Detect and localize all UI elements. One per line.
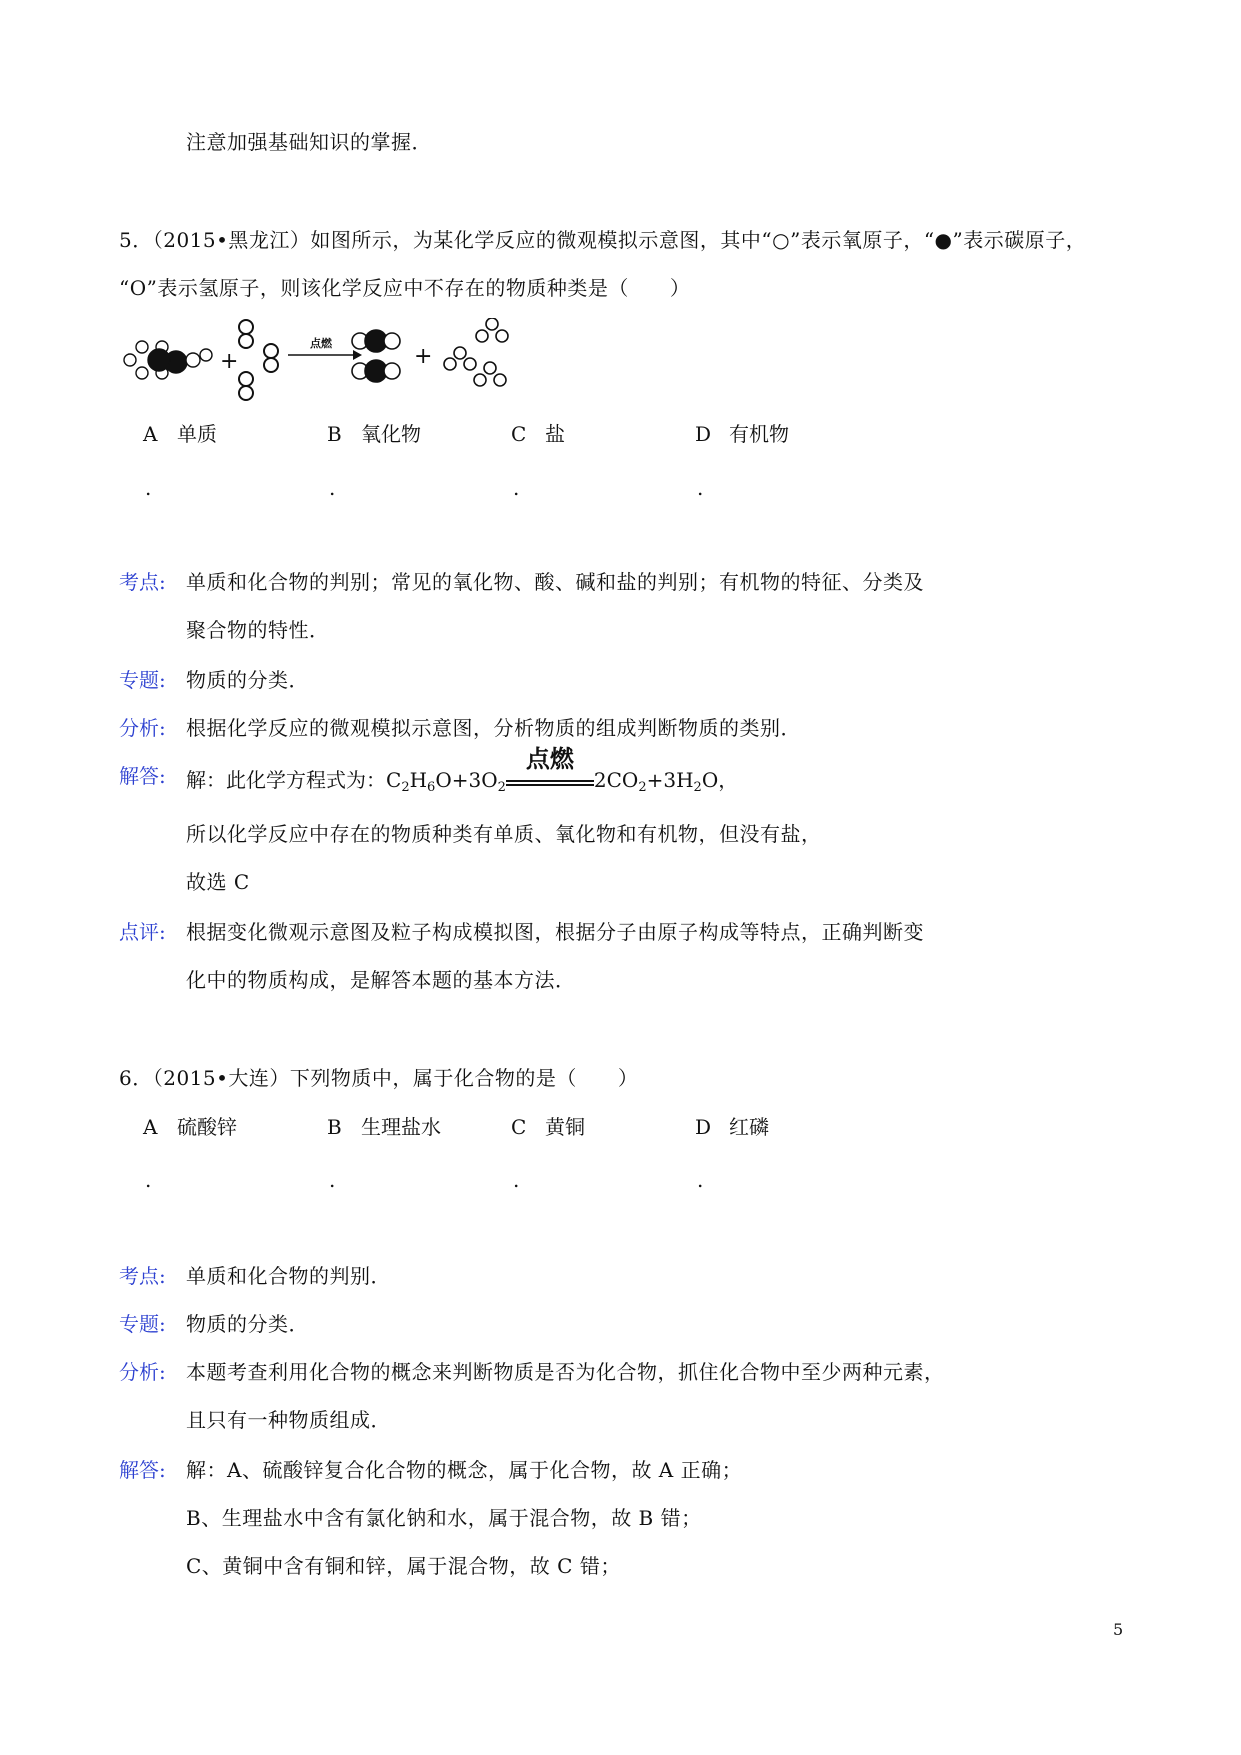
q5-option-b: B 氧化物 [327,422,421,446]
q5-option-c: C 盐 [511,422,565,446]
q6-jieda-line3: C、黄铜中含有铜和锌，属于混合物，故 C 错； [186,1554,621,1578]
q6-option-b-dot: . [329,1168,336,1192]
q5-jieda-line3: 故选 C [186,870,250,894]
q5-jieda-prefix: 解：此化学方程式为： [186,768,386,792]
q6-zhuanti: 物质的分类． [186,1312,309,1336]
q5-stem-line1: 5．（2015•黑龙江）如图所示，为某化学反应的微观模拟示意图，其中“○”表示氧原子，“●”表示碳原子， [119,228,1087,252]
q6-fenxi-line2: 且只有一种物质组成． [186,1408,391,1432]
q6-jieda-line2: B、生理盐水中含有氯化钠和水，属于混合物，故 B 错； [186,1506,702,1530]
q5-equation-line [186,745,739,804]
q6-zhuanti-label: 专题: [119,1312,166,1336]
q5-kaodian-label: 考点: [119,570,166,594]
q6-option-d: D 红磷 [695,1115,769,1139]
q6-option-c: C 黄铜 [511,1115,585,1139]
equation-lhs: $C_2H_6O+3O_2$ [386,768,506,795]
q5-kaodian-line2: 聚合物的特性． [186,618,330,642]
q5-zhuanti-label: 专题: [119,668,166,692]
ethanol-molecule [124,341,212,379]
q5-option-b-dot: . [329,476,336,500]
previous-answer-tail: 注意加强基础知识的掌握． [186,130,432,154]
plus-1: + [220,349,239,374]
q5-option-d: D 有机物 [695,422,789,446]
page-number: 5 [1113,1620,1124,1639]
arrow-label: 点燃 [310,337,332,350]
q5-option-d-dot: . [697,476,704,500]
q5-zhuanti: 物质的分类． [186,668,309,692]
q5-dianping-line1: 根据变化微观示意图及粒子构成模拟图，根据分子由原子构成等特点，正确判断变 [186,920,924,944]
water-molecules [444,318,508,386]
q5-option-a: A 单质 [143,422,217,446]
q5-stem-line2: “O”表示氢原子，则该化学反应中不存在的物质种类是（ ） [119,276,691,300]
q5-kaodian-line1: 单质和化合物的判别；常见的氧化物、酸、碱和盐的判别；有机物的特征、分类及 [186,570,924,594]
q6-jieda-label: 解答: [119,1458,166,1482]
q6-option-a-dot: . [145,1168,152,1192]
q5-option-c-dot: . [513,476,520,500]
q5-option-a-dot: . [145,476,152,500]
q5-dianping-line2: 化中的物质构成，是解答本题的基本方法． [186,968,576,992]
q6-fenxi-line1: 本题考查利用化合物的概念来判断物质是否为化合物，抓住化合物中至少两种元素， [186,1360,945,1384]
q6-option-b: B 生理盐水 [327,1115,441,1139]
q6-kaodian: 单质和化合物的判别． [186,1264,391,1288]
q5-jieda-label: 解答: [119,764,166,788]
q5-fenxi: 根据化学反应的微观模拟示意图，分析物质的组成判断物质的类别． [186,716,801,740]
q5-jieda-line2: 所以化学反应中存在的物质种类有单质、氧化物和有机物，但没有盐， [186,822,822,846]
oxygen-molecules [239,320,278,400]
equation-condition: 点燃 [506,765,594,793]
q6-option-d-dot: . [697,1168,704,1192]
q6-fenxi-label: 分析: [119,1360,166,1384]
plus-2: + [414,344,433,369]
q5-dianping-label: 点评: [119,920,166,944]
reaction-diagram [118,318,538,408]
q6-jieda-line1: 解：A、硫酸锌复合化合物的概念，属于化合物，故 A 正确； [186,1458,743,1482]
q6-stem: 6．（2015•大连）下列物质中，属于化合物的是（ ） [119,1066,639,1090]
q6-option-c-dot: . [513,1168,520,1192]
q6-kaodian-label: 考点: [119,1264,166,1288]
q5-fenxi-label: 分析: [119,716,166,740]
equation-rhs: $2CO_2+3H_2O$， [593,768,739,795]
q6-option-a: A 硫酸锌 [143,1115,237,1139]
